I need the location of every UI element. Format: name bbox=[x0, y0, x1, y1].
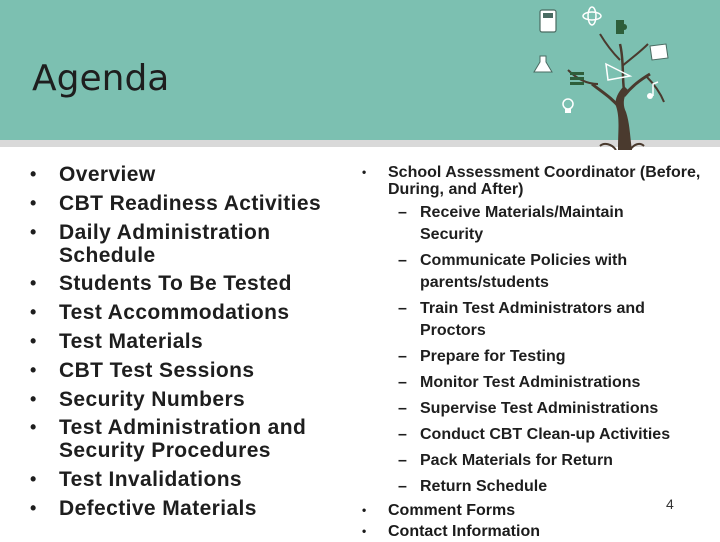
list-item bbox=[362, 164, 718, 198]
coordinator-section bbox=[362, 164, 718, 502]
sub-list-item: – Communicate Policies with parents/students bbox=[398, 252, 628, 291]
sub-list-item: – Supervise Test Administrations bbox=[362, 398, 680, 420]
list-item: • Contact Information bbox=[362, 523, 540, 540]
list-item: • Test Materials bbox=[30, 329, 204, 353]
dash-icon: – bbox=[398, 252, 407, 269]
music-note-icon bbox=[647, 82, 658, 99]
sub-list-item: – Conduct CBT Clean-up Activities bbox=[362, 424, 680, 446]
bullet-icon: • bbox=[362, 503, 367, 517]
sub-list-item: – Monitor Test Administrations bbox=[362, 372, 680, 394]
calculator-icon bbox=[540, 10, 556, 32]
list-item: • CBT Test Sessions bbox=[30, 358, 255, 382]
list-item: • Test Invalidations bbox=[30, 468, 243, 492]
list-item: • Daily Administration Schedule bbox=[30, 220, 271, 267]
flask-icon bbox=[534, 56, 552, 72]
sub-list-item: – Return Schedule bbox=[362, 476, 680, 498]
lines-icon bbox=[570, 72, 584, 85]
sub-list-item: – Prepare for Testing bbox=[362, 346, 680, 368]
list-item: • Overview bbox=[30, 163, 156, 186]
bullet-icon: • bbox=[30, 359, 37, 380]
book-icon bbox=[650, 44, 668, 60]
dash-icon: – bbox=[398, 348, 407, 365]
bullet-icon: • bbox=[30, 221, 37, 242]
bullet-icon: • bbox=[30, 388, 37, 409]
dash-icon: – bbox=[398, 400, 407, 417]
bullet-icon: • bbox=[30, 273, 37, 294]
puzzle-icon bbox=[616, 20, 627, 34]
list-item: • Test Administration and Security Procedures bbox=[30, 416, 307, 463]
list-item: • Defective Materials bbox=[30, 496, 257, 520]
bullet-icon: • bbox=[30, 330, 37, 351]
bullet-icon: • bbox=[362, 165, 367, 179]
sub-list-item: – Pack Materials for Return bbox=[362, 450, 680, 472]
bullet-icon: • bbox=[30, 302, 37, 323]
bullet-icon: • bbox=[362, 524, 367, 538]
list-item: • Security Numbers bbox=[30, 387, 246, 411]
bullet-icon: • bbox=[30, 164, 37, 184]
dash-icon: – bbox=[398, 452, 407, 469]
coordinator-heading: School Assessment Coordinator (Before, During, and After) bbox=[388, 164, 701, 198]
bottom-list bbox=[362, 500, 540, 542]
dash-icon: – bbox=[398, 374, 407, 391]
sub-list-item: – Receive Materials/Maintain Security bbox=[398, 204, 624, 243]
list-item: • Test Accommodations bbox=[30, 301, 290, 325]
tree-icon bbox=[520, 0, 680, 150]
bullet-icon: • bbox=[30, 417, 37, 438]
coordinator-sub-list bbox=[362, 202, 718, 498]
lightbulb-icon bbox=[563, 99, 573, 113]
bullet-icon: • bbox=[30, 192, 37, 213]
list-item: • Comment Forms bbox=[362, 502, 516, 519]
triangle-ruler-icon bbox=[606, 64, 630, 80]
slide-title: Agenda bbox=[32, 58, 170, 99]
dash-icon: – bbox=[398, 426, 407, 443]
bullet-icon: • bbox=[30, 497, 37, 518]
list-item: • CBT Readiness Activities bbox=[30, 191, 322, 215]
page-number: 4 bbox=[666, 496, 674, 512]
bullet-icon: • bbox=[30, 469, 37, 490]
atom-icon bbox=[583, 7, 601, 25]
list-item: • Students To Be Tested bbox=[30, 272, 292, 296]
dash-icon: – bbox=[398, 300, 407, 317]
dash-icon: – bbox=[398, 204, 407, 221]
sub-list-item: – Train Test Administrators and Proctors bbox=[398, 300, 645, 339]
agenda-list bbox=[30, 163, 360, 526]
dash-icon: – bbox=[398, 478, 407, 495]
